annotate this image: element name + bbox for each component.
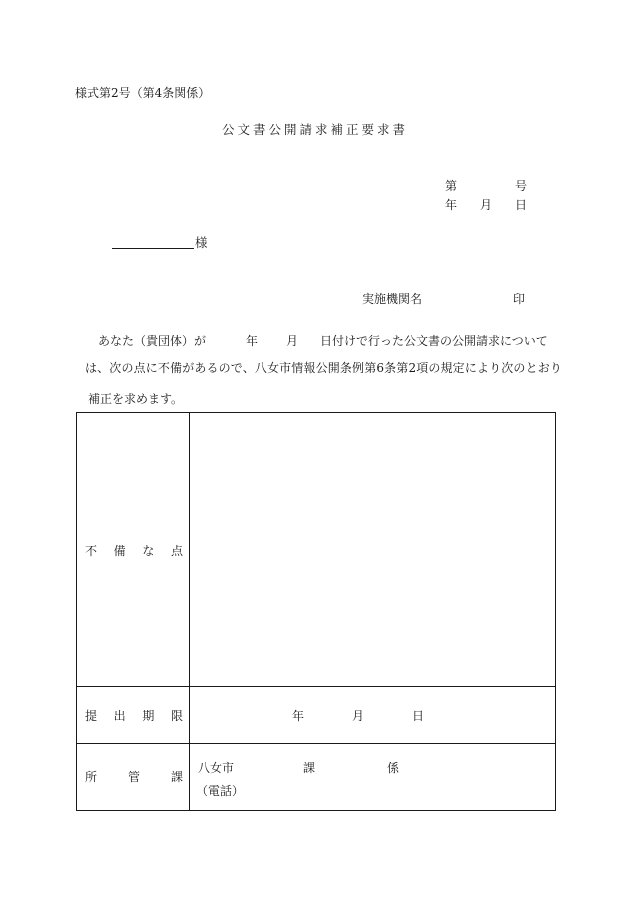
body-text-line-1-b: 日付けで行った公文書の公開請求について xyxy=(320,334,548,348)
department-label-char: 所 xyxy=(85,770,98,784)
deficiency-content-cell[interactable] xyxy=(190,414,554,685)
date-month-label: 月 xyxy=(480,198,493,212)
agency-name-label: 実施機関名 xyxy=(362,292,423,306)
body-text-line-1-a: あなた（貴団体）が xyxy=(98,334,207,348)
document-title: 公文書公開請求補正要求書 xyxy=(221,122,408,137)
department-phone-label: （電話） xyxy=(196,784,245,798)
deficiency-label-char: な xyxy=(142,544,155,558)
table-row-divider-1 xyxy=(77,686,555,687)
body-text-line-1-year: 年 xyxy=(246,334,259,348)
agency-seal-mark: 印 xyxy=(513,292,526,306)
deficiency-label-char: 備 xyxy=(113,544,126,558)
doc-number-prefix: 第 xyxy=(445,179,458,193)
form-number-label: 様式第2号（第4条関係） xyxy=(75,86,211,100)
body-text-line-2: は、次の点に不備があるので、八女市情報公開条例第6条第2項の規定により次のとおり xyxy=(85,361,563,375)
deadline-label-char: 提 xyxy=(85,709,98,723)
deficiency-label-char: 点 xyxy=(170,544,183,558)
body-text-line-1 xyxy=(98,335,558,349)
body-text-line-3: 補正を求めます。 xyxy=(88,392,184,406)
addressee-honorific: 様 xyxy=(195,235,208,250)
deficiency-row-label xyxy=(85,545,183,557)
deadline-row-label xyxy=(85,710,183,722)
date-day-label: 日 xyxy=(515,198,528,212)
department-row-label xyxy=(85,771,183,783)
addressee-blank-line[interactable] xyxy=(112,248,194,249)
correction-table xyxy=(76,412,556,811)
department-section-label: 課 xyxy=(303,761,316,775)
department-city-label: 八女市 xyxy=(198,761,235,775)
deficiency-label-char: 不 xyxy=(85,544,98,558)
deadline-day-label: 日 xyxy=(412,709,425,723)
department-label-char: 管 xyxy=(127,770,140,784)
table-row-divider-2 xyxy=(77,743,555,744)
deadline-label-char: 限 xyxy=(170,709,183,723)
deadline-month-label: 月 xyxy=(352,709,365,723)
department-label-char: 課 xyxy=(170,770,183,784)
body-text-line-1-month: 月 xyxy=(286,334,299,348)
deadline-label-char: 期 xyxy=(142,709,155,723)
deadline-label-char: 出 xyxy=(113,709,126,723)
doc-number-suffix: 号 xyxy=(515,179,528,193)
department-unit-label: 係 xyxy=(387,761,400,775)
deadline-year-label: 年 xyxy=(292,709,305,723)
date-year-label: 年 xyxy=(445,198,458,212)
